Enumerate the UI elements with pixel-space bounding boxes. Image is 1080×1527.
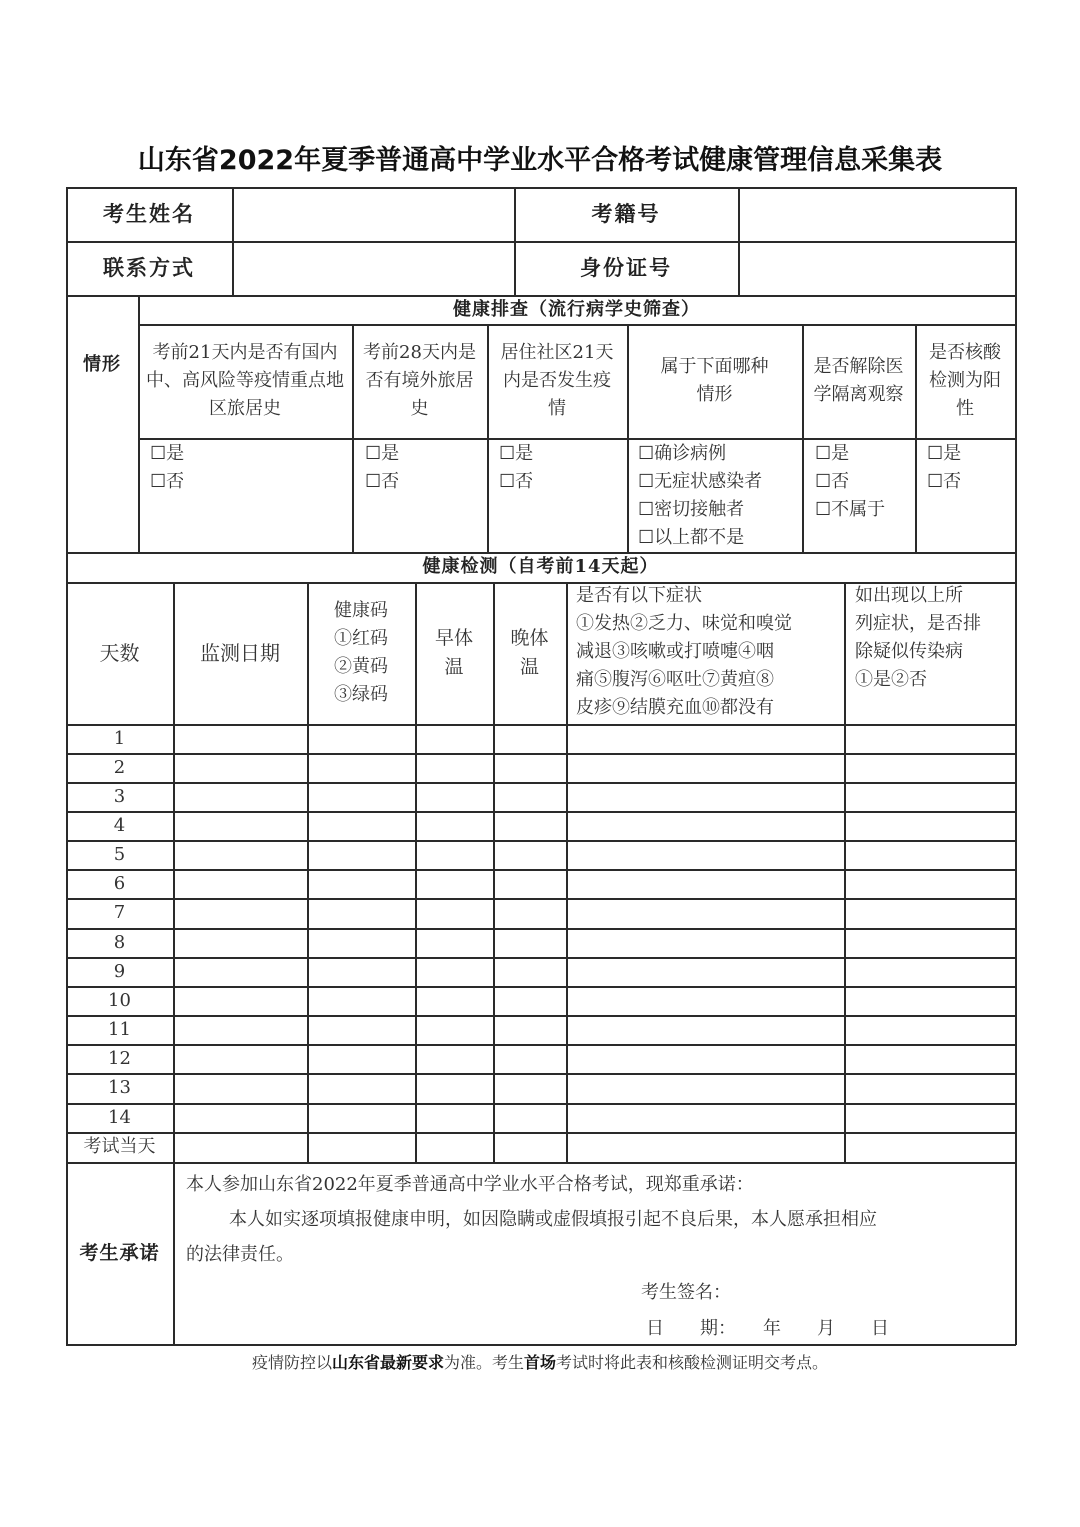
checkbox-no[interactable]: ☐否 — [365, 471, 400, 492]
question-community-outbreak: 居住社区21天内是否发生疫情 — [500, 342, 614, 419]
row-day-label: 6 — [113, 872, 126, 894]
row-line — [66, 840, 1016, 842]
row-line — [66, 1103, 1016, 1105]
checkbox-no[interactable]: ☐否 — [150, 471, 185, 492]
header-line: 皮疹⑨结膜充血⑩都没有 — [576, 696, 774, 718]
row-day-label: 13 — [108, 1077, 131, 1099]
name-label: 考生姓名 — [103, 201, 195, 227]
header-line: ①红码 — [334, 628, 388, 650]
header-line: 晚体 — [510, 626, 549, 649]
row-day-label: 11 — [108, 1018, 131, 1040]
row-line — [66, 811, 1016, 813]
row-line — [66, 1162, 1016, 1164]
id-card-field[interactable] — [738, 241, 1015, 295]
footer-note — [0, 1350, 1080, 1373]
options-community-outbreak — [499, 440, 533, 496]
header-line: 如出现以上所 — [855, 585, 963, 606]
options-case-type — [638, 440, 762, 552]
footer-text: 为准。考生 — [443, 1353, 524, 1372]
row-day-label: 8 — [113, 931, 126, 953]
row-line — [66, 1073, 1016, 1075]
exam-id-label: 考籍号 — [591, 201, 661, 227]
options-quarantine-release — [815, 440, 885, 524]
checkbox-confirmed[interactable]: ☐确诊病例 — [638, 443, 727, 464]
header-line: ①是②否 — [855, 668, 927, 690]
row-day-label: 7 — [113, 902, 126, 924]
header-line: ②黄码 — [334, 656, 388, 677]
exam-id-field[interactable] — [738, 187, 1015, 241]
question-nucleic-positive: 是否核酸检测为阳性 — [929, 342, 1001, 419]
row-line — [66, 928, 1016, 930]
situation-label: 情形 — [83, 354, 121, 376]
header-health-code — [307, 582, 415, 724]
row-line — [66, 1015, 1016, 1017]
row-day-label: 1 — [113, 727, 126, 749]
header-days: 天数 — [99, 640, 140, 665]
header-line: 痛⑤腹泻⑥呕吐⑦黄疸⑧ — [576, 668, 774, 690]
monitoring-section-title: 健康检测（自考前14天起） — [422, 556, 659, 578]
row-day-label: 9 — [113, 960, 126, 982]
checkbox-yes[interactable]: ☐是 — [499, 443, 534, 464]
header-evening-temp — [493, 582, 566, 724]
header-date: 监测日期 — [200, 640, 280, 665]
pledge-line-2: 本人如实逐项填报健康申明，如因隐瞒或虚假填报引起不良后果，本人愿承担相应 — [229, 1209, 877, 1230]
footer-emphasis: 山东省最新要求 — [331, 1353, 444, 1372]
header-line: 温 — [444, 656, 464, 678]
row-day-label: 4 — [113, 814, 126, 836]
row-day-label: 5 — [113, 843, 126, 865]
screening-section-title: 健康排查（流行病学史筛查） — [453, 298, 700, 320]
row-line — [66, 753, 1016, 755]
question-domestic-travel: 考前21天内是否有国内中、高风险等疫情重点地区旅居史 — [146, 342, 344, 419]
checkbox-not-applicable[interactable]: ☐不属于 — [815, 499, 886, 520]
row-line — [66, 957, 1016, 959]
header-morning-temp — [415, 582, 493, 724]
checkbox-yes[interactable]: ☐是 — [815, 443, 850, 464]
header-symptoms — [566, 582, 844, 724]
checkbox-no[interactable]: ☐否 — [815, 471, 850, 492]
pledge-line-3: 的法律责任。 — [186, 1244, 294, 1265]
pledge-line-1: 本人参加山东省2022年夏季普通高中学业水平合格考试，现郑重承诺： — [186, 1174, 754, 1195]
header-line: 早体 — [434, 626, 473, 649]
row-line — [66, 869, 1016, 871]
header-line: 减退③咳嗽或打喷嚏④咽 — [576, 640, 774, 662]
checkbox-asymptomatic[interactable]: ☐无症状感染者 — [638, 471, 763, 492]
header-line: ①发热②乏力、味觉和嗅觉 — [576, 612, 792, 634]
footer-text: 疫情防控以 — [251, 1353, 332, 1372]
id-card-label: 身份证号 — [580, 255, 672, 281]
row-day-label: 3 — [113, 785, 126, 807]
checkbox-no[interactable]: ☐否 — [927, 471, 962, 492]
form-title: 山东省2022年夏季普通高中学业水平合格考试健康管理信息采集表 — [137, 145, 943, 176]
question-overseas-travel: 考前28天内是否有境外旅居史 — [363, 342, 476, 419]
row-line — [66, 782, 1016, 784]
options-nucleic-positive — [927, 440, 961, 496]
question-case-type: 属于下面哪种情形 — [660, 356, 769, 405]
row-line — [66, 1044, 1016, 1046]
name-field[interactable] — [232, 187, 514, 241]
row-day-label: 考试当天 — [83, 1136, 156, 1158]
border-right — [1015, 187, 1017, 1345]
row-day-label: 12 — [108, 1047, 131, 1069]
row-line — [66, 986, 1016, 988]
footer-emphasis: 首场 — [524, 1353, 557, 1372]
options-domestic-travel — [150, 440, 184, 496]
question-quarantine-release: 是否解除医学隔离观察 — [813, 356, 904, 405]
header-line: 温 — [519, 656, 539, 678]
row-day-label: 2 — [113, 756, 126, 778]
signature-label: 考生签名： — [641, 1282, 731, 1303]
checkbox-yes[interactable]: ☐是 — [150, 443, 185, 464]
divider-line — [173, 1162, 175, 1344]
divider-line — [66, 724, 1016, 726]
options-overseas-travel — [365, 440, 399, 496]
row-line — [66, 898, 1016, 900]
date-label: 日 期： 年 月 日 — [646, 1318, 889, 1339]
header-exclude-infection — [844, 582, 1015, 724]
row-day-label: 14 — [108, 1106, 131, 1128]
row-day-label: 10 — [108, 989, 131, 1011]
checkbox-no[interactable]: ☐否 — [499, 471, 534, 492]
contact-field[interactable] — [232, 241, 514, 295]
checkbox-yes[interactable]: ☐是 — [365, 443, 400, 464]
header-line: ③绿码 — [334, 683, 388, 705]
row-line — [66, 1132, 1016, 1134]
checkbox-yes[interactable]: ☐是 — [927, 443, 962, 464]
checkbox-close-contact[interactable]: ☐密切接触者 — [638, 499, 745, 520]
footer-text: 考试时将此表和核酸检测证明交考点。 — [556, 1353, 829, 1372]
header-line: 是否有以下症状 — [576, 585, 702, 606]
checkbox-none[interactable]: ☐以上都不是 — [638, 527, 745, 548]
contact-label: 联系方式 — [103, 255, 195, 281]
header-line: 健康码 — [334, 600, 388, 622]
pledge-label: 考生承诺 — [79, 1241, 160, 1264]
header-line: 除疑似传染病 — [855, 640, 963, 662]
header-line: 列症状，是否排 — [855, 612, 981, 634]
